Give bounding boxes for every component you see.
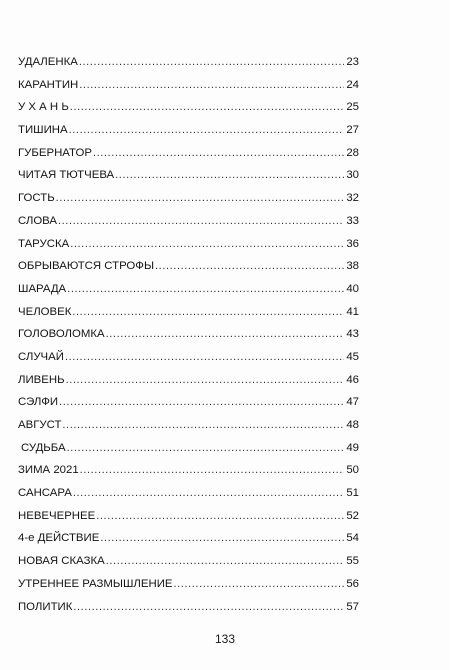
- toc-entry-title: ШАРАДА: [18, 282, 67, 295]
- toc-entry-title: ЧЕЛОВЕК: [18, 305, 72, 318]
- toc-entry-page: 36: [346, 237, 359, 250]
- toc-entry-page: 48: [346, 419, 359, 431]
- toc-entry-page: 54: [346, 532, 359, 545]
- toc-entry-page: 51: [346, 487, 359, 500]
- toc-entry-title: УТРЕННЕЕ РАЗМЫШЛЕНИЕ: [18, 577, 173, 590]
- toc-entry-title: СУДЬБА: [21, 441, 66, 454]
- toc-dot-leader: [106, 550, 344, 573]
- toc-dot-leader: [69, 119, 344, 142]
- toc-dot-leader: [58, 210, 344, 233]
- toc-dot-leader: [72, 301, 344, 324]
- toc-entry-page: 57: [346, 600, 359, 613]
- toc-entry-page: 23: [346, 56, 359, 68]
- toc-dot-leader: [67, 437, 344, 460]
- toc-entry-title: ГУБЕРНАТОР: [18, 146, 92, 159]
- toc-entry-nevechernee: [18, 505, 359, 528]
- toc-entry-obryvayutsya-strofy: [18, 255, 359, 278]
- toc-dot-leader: [155, 255, 344, 278]
- toc-dot-leader: [56, 187, 344, 210]
- toc-entry-selfi: [18, 391, 359, 414]
- toc-dot-leader: [96, 505, 344, 528]
- toc-dot-leader: [59, 391, 344, 414]
- toc-entry-sluchai: [18, 346, 359, 369]
- toc-entry-page: 50: [346, 464, 359, 477]
- toc-entry-gubernator: [18, 142, 359, 165]
- toc-dot-leader: [93, 142, 344, 165]
- toc-entry-title: САНСАРА: [18, 487, 72, 500]
- toc-entry-sansara: [18, 482, 359, 505]
- toc-entry-page: 45: [346, 350, 359, 363]
- toc-entry-title: СЭЛФИ: [18, 396, 59, 409]
- toc-dot-leader: [62, 414, 344, 437]
- toc-entry-page: 28: [346, 146, 359, 159]
- toc-entry-liven: [18, 369, 359, 392]
- toc-entry-taruska: [18, 233, 359, 256]
- toc-entry-page: 27: [346, 124, 359, 137]
- toc-entry-title: НОВАЯ СКАЗКА: [18, 555, 105, 568]
- toc-dot-leader: [66, 369, 344, 392]
- toc-entry-utrennee-razmyshlenie: [18, 573, 359, 596]
- toc-entry-page: 55: [346, 555, 359, 568]
- toc-entry-uhan: [18, 96, 359, 119]
- toc-dot-leader: [79, 74, 344, 97]
- toc-entry-page: 49: [346, 441, 359, 454]
- toc-entry-page: 52: [346, 509, 359, 522]
- toc-dot-leader: [70, 233, 344, 256]
- page-number: 133: [214, 632, 236, 646]
- toc-entry-page: 46: [346, 373, 359, 386]
- toc-entry-slova: [18, 210, 359, 233]
- toc-entry-novaya-skazka: [18, 550, 359, 573]
- toc-entry-udalenka: [18, 51, 359, 74]
- toc-dot-leader: [80, 459, 344, 482]
- toc-entry-title: СЛОВА: [18, 214, 57, 227]
- toc-dot-leader: [115, 164, 344, 187]
- toc-entry-page: 32: [346, 192, 359, 205]
- toc-entry-page: 33: [346, 214, 359, 227]
- toc-dot-leader: [79, 51, 344, 74]
- toc-entry-title: НЕВЕЧЕРНЕЕ: [18, 509, 96, 522]
- toc-entry-page: 41: [346, 305, 359, 318]
- toc-entry-sharada: [18, 278, 359, 301]
- toc-entry-page: 47: [346, 396, 359, 409]
- toc-dot-leader: [70, 96, 344, 119]
- table-of-contents: [18, 51, 359, 618]
- toc-entry-title: ГОСТЬ: [18, 192, 55, 205]
- toc-entry-page: 38: [346, 260, 359, 273]
- toc-entry-title: ЧИТАЯ ТЮТЧЕВА: [18, 169, 115, 182]
- toc-entry-title: ЛИВЕНЬ: [18, 373, 65, 386]
- toc-entry-title: КАРАНТИН: [18, 78, 79, 91]
- toc-entry-4-deistvie: [18, 527, 359, 550]
- toc-dot-leader: [65, 346, 344, 369]
- toc-entry-politik: [18, 596, 359, 619]
- toc-dot-leader: [106, 323, 344, 346]
- toc-dot-leader: [67, 278, 344, 301]
- toc-entry-page: 43: [346, 328, 359, 341]
- toc-dot-leader: [73, 482, 344, 505]
- toc-entry-title: СЛУЧАЙ: [18, 350, 64, 363]
- toc-entry-page: 40: [346, 282, 359, 295]
- toc-entry-page: 30: [346, 169, 359, 182]
- toc-entry-chitaya-tyutcheva: [18, 164, 359, 187]
- toc-dot-leader: [73, 596, 344, 619]
- toc-entry-golovolomka: [18, 323, 359, 346]
- toc-entry-gost: [18, 187, 359, 210]
- toc-entry-title: ГОЛОВОЛОМКА: [18, 328, 105, 341]
- toc-entry-sudba: [18, 437, 359, 460]
- toc-entry-title: УДАЛЕНКА: [18, 56, 78, 68]
- toc-entry-avgust: [18, 414, 359, 437]
- toc-entry-tishina: [18, 119, 359, 142]
- toc-dot-leader: [100, 527, 344, 550]
- toc-entry-title: ПОЛИТИК: [18, 600, 73, 613]
- toc-entry-title: ОБРЫВАЮТСЯ СТРОФЫ: [18, 260, 155, 273]
- toc-entry-title: ТИШИНА: [18, 124, 68, 137]
- toc-entry-title: ТАРУСКА: [18, 237, 70, 250]
- toc-entry-chelovek: [18, 301, 359, 324]
- toc-entry-page: 25: [346, 101, 359, 114]
- toc-entry-title: У Х А Н Ь: [18, 101, 69, 114]
- toc-entry-title: АВГУСТ: [18, 419, 62, 431]
- toc-dot-leader: [173, 573, 344, 596]
- toc-entry-karantin: [18, 74, 359, 97]
- toc-entry-zima-2021: [18, 459, 359, 482]
- toc-entry-page: 24: [346, 78, 359, 91]
- toc-entry-page: 56: [346, 577, 359, 590]
- toc-entry-title: 4-е ДЕЙСТВИЕ: [18, 532, 100, 545]
- toc-entry-title: ЗИМА 2021: [18, 464, 79, 477]
